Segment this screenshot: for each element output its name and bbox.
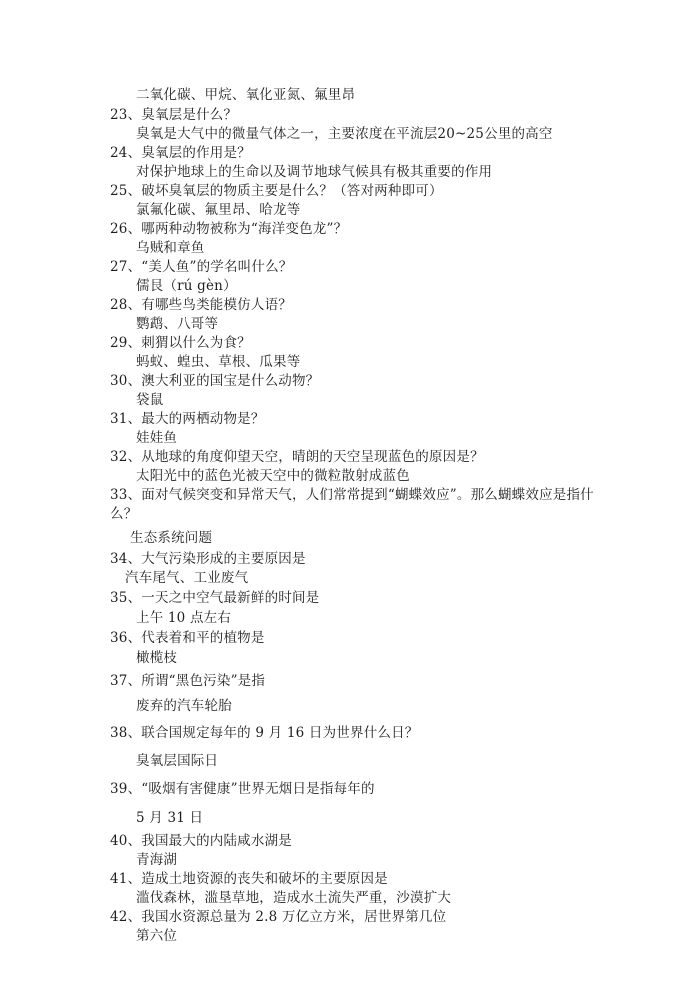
answer-26: 乌贼和章鱼 (136, 240, 205, 256)
question-25: 25、破坏臭氧层的物质主要是什么？（答对两种即可） (110, 183, 443, 199)
answer-28: 鹦鹉、八哥等 (136, 316, 219, 332)
question-23: 23、臭氧层是什么？ (110, 107, 238, 123)
question-37: 37、所谓“黑色污染”是指 (110, 673, 266, 689)
question-33: 33、面对气候突变和异常天气，人们常常提到“蝴蝶效应”。那么蝴蝶效应是指什么？ (110, 487, 594, 522)
answer-29: 蚂蚁、蝗虫、草根、瓜果等 (136, 354, 301, 370)
question-36: 36、代表着和平的植物是 (110, 630, 265, 646)
answer-27: 儒艮（rú gèn） (136, 278, 237, 294)
question-39: 39、“吸烟有害健康”世界无烟日是指每年的 (110, 781, 375, 797)
question-31: 31、最大的两栖动物是？ (110, 411, 265, 427)
question-32: 32、从地球的角度仰望天空，晴朗的天空呈现蓝色的原因是？ (110, 449, 484, 465)
answer-34: 汽车尾气、工业废气 (125, 570, 249, 586)
answer-30: 袋鼠 (136, 392, 164, 408)
question-34: 34、大气污染形成的主要原因是 (110, 551, 306, 567)
question-26: 26、哪两种动物被称为“海洋变色龙”？ (110, 221, 348, 237)
answer-41: 滥伐森林，滥垦草地，造成水土流失严重，沙漠扩大 (136, 890, 452, 906)
answer-35: 上午 10 点左右 (136, 610, 232, 626)
question-24: 24、臭氧层的作用是？ (110, 145, 251, 161)
question-41: 41、造成土地资源的丧失和破坏的主要原因是 (110, 871, 388, 887)
answer-23: 臭氧是大气中的微量气体之一，主要浓度在平流层20~25公里的高空 (136, 126, 553, 142)
question-42: 42、我国水资源总量为 2.8 万亿立方米，居世界第几位 (110, 909, 447, 925)
answer-25: 氯氟化碳、氟里昂、哈龙等 (136, 202, 301, 218)
answer-38: 臭氧层国际日 (136, 753, 219, 769)
answer-31: 娃娃鱼 (136, 430, 178, 446)
answer-42: 第六位 (136, 928, 178, 944)
answer-40: 青海湖 (136, 852, 178, 868)
question-27: 27、“美人鱼”的学名叫什么？ (110, 259, 293, 275)
question-29: 29、刺猬以什么为食？ (110, 335, 251, 351)
answer-24: 对保护地球上的生命以及调节地球气候具有极其重要的作用 (136, 164, 493, 180)
question-38: 38、联合国规定每年的 9 月 16 日为世界什么日？ (110, 725, 419, 741)
question-40: 40、我国最大的内陆咸水湖是 (110, 833, 292, 849)
answer-37: 废弃的汽车轮胎 (136, 698, 232, 714)
answer-line: 二氧化碳、甲烷、氧化亚氮、氟里昂 (136, 87, 356, 103)
answer-32: 太阳光中的蓝色光被天空中的微粒散射成蓝色 (136, 468, 410, 484)
answer-36: 橄榄枝 (136, 650, 178, 666)
question-28: 28、有哪些鸟类能模仿人语？ (110, 297, 292, 313)
question-35: 35、一天之中空气最新鲜的时间是 (110, 590, 320, 606)
answer-39: 5 月 31 日 (136, 810, 204, 826)
answer-33: 生态系统问题 (130, 530, 213, 546)
question-30: 30、澳大利亚的国宝是什么动物？ (110, 373, 320, 389)
